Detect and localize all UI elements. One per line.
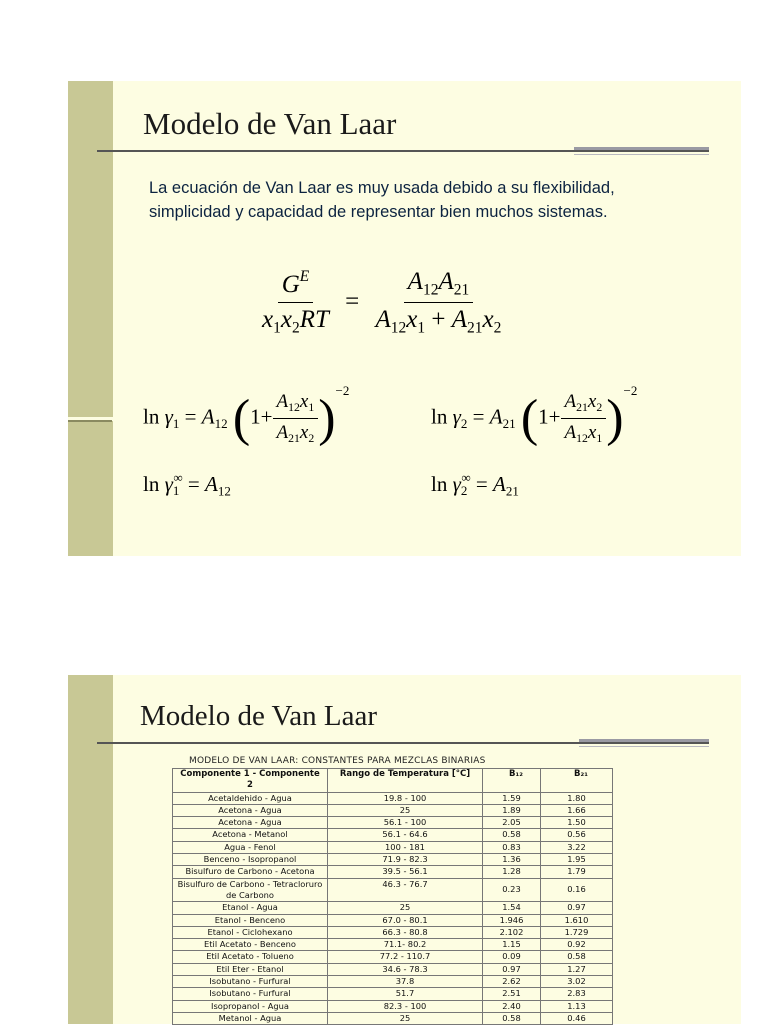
title-underline	[97, 742, 709, 744]
cell-components: Bisulfuro de Carbono - Acetona	[173, 866, 328, 878]
cell-components: Benceno - Isopropanol	[173, 854, 328, 866]
table-row	[173, 1012, 613, 1024]
cell-components: Agua - Fenol	[173, 841, 328, 853]
cell-components: Isobutano - Furfural	[173, 988, 328, 1000]
fraction-a: $\frac{A_{12}A_{21}}{A_{12}x_1 + A_{21}x_2}$	[375, 268, 502, 337]
cell-b21: 0.46	[541, 1012, 613, 1024]
table-row	[173, 817, 613, 829]
cell-b12: 1.28	[483, 866, 541, 878]
cell-temperature: 100 - 181	[328, 841, 483, 853]
table-row	[173, 841, 613, 853]
table-row	[173, 976, 613, 988]
cell-components: Acetona - Agua	[173, 817, 328, 829]
cell-b21: 1.50	[541, 817, 613, 829]
cell-b12: 0.97	[483, 963, 541, 975]
table-row	[173, 902, 613, 914]
slide-sidebar	[68, 675, 113, 1024]
equation-ln-gamma2-inf: $\ln \gamma_2^\infty = A_{21}$	[431, 470, 519, 499]
cell-b21: 2.83	[541, 988, 613, 1000]
cell-temperature: 71.9 - 82.3	[328, 854, 483, 866]
cell-temperature: 37.8	[328, 976, 483, 988]
cell-b12: 0.23	[483, 878, 541, 902]
fraction-ge: $\frac{G^E}{x_1x_2RT}$	[262, 268, 329, 337]
cell-components: Acetaldehido - Agua	[173, 792, 328, 804]
cell-b21: 1.95	[541, 854, 613, 866]
cell-components: Etil Eter - Etanol	[173, 963, 328, 975]
cell-temperature: 51.7	[328, 988, 483, 1000]
cell-b21: 1.66	[541, 804, 613, 816]
cell-components: Acetona - Agua	[173, 804, 328, 816]
cell-b12: 2.102	[483, 926, 541, 938]
header-b21: B₂₁	[541, 769, 613, 793]
cell-components: Etil Acetato - Benceno	[173, 939, 328, 951]
title-decoration	[579, 739, 709, 742]
table-row	[173, 951, 613, 963]
table-row	[173, 804, 613, 816]
cell-components: Metanol - Agua	[173, 1012, 328, 1024]
header-temperature: Rango de Temperatura [°C]	[328, 769, 483, 793]
table-row	[173, 792, 613, 804]
cell-b12: 1.59	[483, 792, 541, 804]
cell-b12: 1.946	[483, 914, 541, 926]
table-row	[173, 914, 613, 926]
cell-b21: 1.27	[541, 963, 613, 975]
cell-b21: 0.16	[541, 878, 613, 902]
cell-components: Etanol - Agua	[173, 902, 328, 914]
title-decoration-line	[574, 154, 709, 155]
cell-b12: 0.58	[483, 1012, 541, 1024]
slide-title: Modelo de Van Laar	[140, 700, 378, 732]
table-row	[173, 829, 613, 841]
cell-b12: 1.54	[483, 902, 541, 914]
equation-ln-gamma1-inf: $\ln \gamma_1^\infty = A_{12}$	[143, 470, 231, 499]
table-row	[173, 1000, 613, 1012]
table-row	[173, 939, 613, 951]
cell-temperature: 56.1 - 100	[328, 817, 483, 829]
table-row	[173, 963, 613, 975]
table-body	[173, 792, 613, 1025]
cell-b21: 1.79	[541, 866, 613, 878]
side-rule	[68, 420, 112, 422]
cell-temperature: 25	[328, 1012, 483, 1024]
title-underline	[97, 150, 709, 152]
equation-ln-gamma1: $\ln \gamma_1 = A_{12}$ (1+ $\frac{A_{12}x_1}{A_{21}x_2}$ )$^{-2}$	[143, 383, 350, 447]
slide-sidebar	[68, 81, 113, 556]
cell-temperature: 34.6 - 78.3	[328, 963, 483, 975]
cell-b12: 2.40	[483, 1000, 541, 1012]
header-b12: B₁₂	[483, 769, 541, 793]
cell-b21: 1.80	[541, 792, 613, 804]
cell-b12: 0.09	[483, 951, 541, 963]
cell-b21: 1.13	[541, 1000, 613, 1012]
cell-components: Etanol - Ciclohexano	[173, 926, 328, 938]
equation-ln-gamma2: $\ln \gamma_2 = A_{21}$ (1+ $\frac{A_{21}x_2}{A_{12}x_1}$ )$^{-2}$	[431, 383, 638, 447]
cell-temperature: 19.8 - 100	[328, 792, 483, 804]
title-decoration	[574, 147, 709, 150]
cell-b12: 2.51	[483, 988, 541, 1000]
cell-temperature: 66.3 - 80.8	[328, 926, 483, 938]
cell-b21: 0.58	[541, 951, 613, 963]
van-laar-constants-table	[172, 768, 613, 1025]
table-row	[173, 854, 613, 866]
cell-b21: 0.56	[541, 829, 613, 841]
table-row	[173, 988, 613, 1000]
table-row	[173, 878, 613, 902]
cell-components: Etil Acetato - Tolueno	[173, 951, 328, 963]
cell-components: Bisulfuro de Carbono - Tetracloruro de Carbono	[173, 878, 328, 902]
cell-b12: 0.83	[483, 841, 541, 853]
title-decoration-line	[579, 746, 709, 747]
cell-b21: 3.02	[541, 976, 613, 988]
cell-temperature: 67.0 - 80.1	[328, 914, 483, 926]
header-components: Componente 1 - Componente 2	[173, 769, 328, 793]
table-caption: MODELO DE VAN LAAR: CONSTANTES PARA MEZCLAS BINARIAS	[189, 756, 486, 766]
cell-temperature: 25	[328, 902, 483, 914]
cell-components: Etanol - Benceno	[173, 914, 328, 926]
cell-b21: 0.97	[541, 902, 613, 914]
cell-temperature: 82.3 - 100	[328, 1000, 483, 1012]
cell-b12: 1.15	[483, 939, 541, 951]
table-row	[173, 866, 613, 878]
cell-temperature: 71.1- 80.2	[328, 939, 483, 951]
table-header-row	[173, 769, 613, 793]
cell-temperature: 77.2 - 110.7	[328, 951, 483, 963]
table-row	[173, 926, 613, 938]
cell-b12: 1.36	[483, 854, 541, 866]
slide-title: Modelo de Van Laar	[143, 106, 397, 141]
cell-b21: 1.610	[541, 914, 613, 926]
cell-b21: 1.729	[541, 926, 613, 938]
cell-components: Isobutano - Furfural	[173, 976, 328, 988]
cell-temperature: 46.3 - 76.7	[328, 878, 483, 902]
equation-gibbs-excess: $\frac{G^E}{x_1x_2RT}$ = $\frac{A_{12}A_{21}}{A_{12}x_1 + A_{21}x_2}$	[258, 268, 505, 338]
cell-b12: 0.58	[483, 829, 541, 841]
cell-temperature: 25	[328, 804, 483, 816]
cell-b21: 0.92	[541, 939, 613, 951]
cell-b21: 3.22	[541, 841, 613, 853]
cell-components: Isopropanol - Agua	[173, 1000, 328, 1012]
cell-components: Acetona - Metanol	[173, 829, 328, 841]
cell-temperature: 39.5 - 56.1	[328, 866, 483, 878]
cell-temperature: 56.1 - 64.6	[328, 829, 483, 841]
cell-b12: 1.89	[483, 804, 541, 816]
intro-text: La ecuación de Van Laar es muy usada debido a su flexibilidad, simplicidad y capacidad de representar bien muchos sistemas.	[149, 179, 615, 221]
cell-b12: 2.62	[483, 976, 541, 988]
cell-b12: 2.05	[483, 817, 541, 829]
